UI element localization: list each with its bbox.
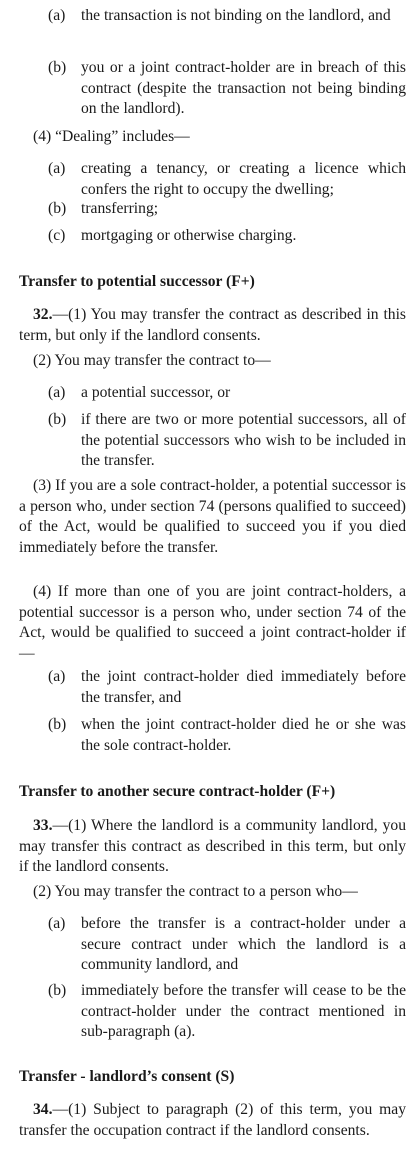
item-label: (b) (48, 982, 67, 999)
item-text: the joint contract-holder died immediately before the transfer, and (81, 668, 406, 706)
item-label: (a) (48, 160, 66, 177)
item-label: (a) (48, 7, 66, 24)
item-label: (a) (48, 668, 66, 685)
paragraph-text: —(1) You may transfer the contract as described in this term, but only if the landlord consents. (19, 306, 406, 344)
item-text: you or a joint contract-holder are in breach of this contract (despite the transaction not being binding on the landlord). (81, 59, 406, 117)
section-heading-33: Transfer to another secure contract-holder (F+) (19, 783, 336, 800)
paragraph-text: —(1) Where the landlord is a community landlord, you may transfer this contract as described in this term, but only if the landlord consents. (19, 817, 406, 875)
item-text: immediately before the transfer will cease to be the contract-holder under the contract mentioned in sub-paragraph (a). (81, 982, 406, 1040)
list-item (48, 58, 406, 120)
item-text: creating a tenancy, or creating a licence which confers the right to occupy the dwelling; (81, 160, 406, 198)
item-label: (b) (48, 411, 67, 428)
list-item (48, 159, 406, 200)
item-text: the transaction is not binding on the landlord, and (81, 7, 391, 24)
list-item (48, 6, 406, 27)
item-label: (b) (48, 200, 67, 217)
list-item (48, 715, 406, 756)
section-number: 32. (33, 306, 53, 323)
item-label: (b) (48, 59, 67, 76)
item-label: (a) (48, 915, 66, 932)
paragraph-32-1 (19, 305, 406, 346)
item-label: (b) (48, 716, 67, 733)
item-text: a potential successor, or (81, 384, 231, 401)
paragraph-33-1 (19, 816, 406, 878)
list-item (48, 383, 406, 404)
list-item (48, 667, 406, 708)
item-label: (c) (48, 227, 66, 244)
list-item (48, 226, 406, 247)
item-text: when the joint contract-holder died he or she was the sole contract-holder. (81, 716, 406, 754)
paragraph-33-2: (2) You may transfer the contract to a person who— (33, 883, 358, 900)
paragraph-dealing: (4) “Dealing” includes— (33, 128, 190, 145)
list-item (48, 914, 406, 976)
section-number: 33. (33, 817, 53, 834)
list-item (48, 199, 406, 220)
section-heading-32: Transfer to potential successor (F+) (19, 273, 255, 290)
paragraph-32-2: (2) You may transfer the contract to— (33, 352, 271, 369)
section-number: 34. (33, 1101, 53, 1118)
section-heading-34: Transfer - landlord’s consent (S) (19, 1068, 235, 1085)
paragraph-32-4: (4) If more than one of you are joint contract-holders, a potential successor is a person who, under section 74 of the Act, would be qualified to succeed a joint contract-holder if— (19, 583, 406, 662)
item-text: mortgaging or otherwise charging. (81, 227, 297, 244)
paragraph-32-3: (3) If you are a sole contract-holder, a potential successor is a person who, under section 74 (persons qualified to succeed) of the Act, would be qualified to succeed you if you died immediately before the transfer. (19, 477, 406, 556)
list-item (48, 981, 406, 1043)
paragraph-34-1 (19, 1100, 406, 1141)
item-text: if there are two or more potential successors, all of the potential successors who wish to be included in the transfer. (81, 411, 406, 469)
paragraph-text: —(1) Subject to paragraph (2) of this term, you may transfer the occupation contract if the landlord consents. (19, 1101, 406, 1139)
item-text: before the transfer is a contract-holder under a secure contract under which the landlord is a community landlord, and (81, 915, 406, 973)
list-item (48, 410, 406, 472)
item-text: transferring; (81, 200, 159, 217)
item-label: (a) (48, 384, 66, 401)
